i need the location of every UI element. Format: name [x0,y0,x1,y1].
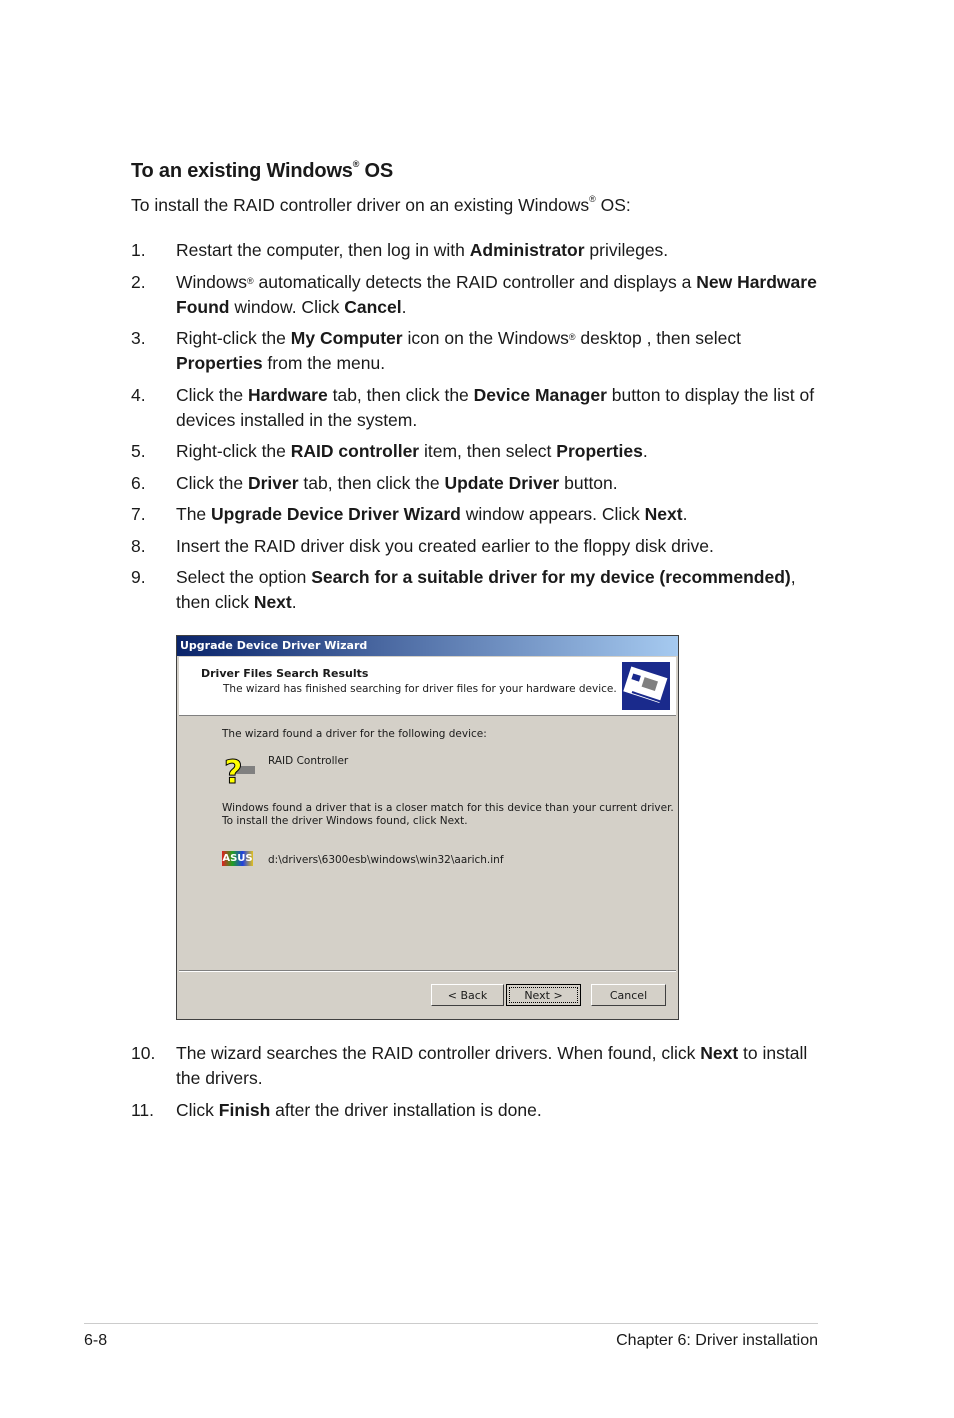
step-10: 10. The wizard searches the RAID controller drivers. When found, click Next to install the drivers. [131,1043,808,1088]
step-1: 1. Restart the computer, then log in with Administrator privileges. [131,240,669,260]
step-5: 5. Right-click the RAID controller item, then select Properties. [131,441,648,461]
page-number: 6-8 [84,1332,108,1349]
footer-divider [84,1323,818,1324]
button-separator [179,970,676,972]
header-title: Driver Files Search Results [201,667,369,680]
driver-path: d:\drivers\6300esb\windows\win32\aarich.inf [268,854,504,866]
upgrade-driver-wizard-dialog [176,635,679,1020]
step-4: 4. Click the Hardware tab, then click the Device Manager button to display the list of devices installed in the system. [131,384,815,430]
header-subtitle: The wizard has finished searching for driver files for your hardware device. [223,683,617,695]
match-text-line-1: Windows found a driver that is a closer match for this device than your current driver. [222,802,674,814]
cancel-button[interactable]: Cancel [591,984,666,1006]
step-9: 9. Select the option Search for a suitable driver for my device (recommended), then click Next. [131,567,796,612]
next-button[interactable]: Next > [506,984,581,1006]
match-text-line-2: To install the driver Windows found, click Next. [222,815,468,827]
step-11: 11. Click Finish after the driver installation is done. [131,1099,542,1120]
step-2: 2. Windows® automatically detects the RAID controller and displays a New Hardware Found window. Click Cancel. [131,271,817,317]
asus-logo-icon: ASUS [222,853,253,864]
svg-text:?: ? [224,754,243,788]
steps-list-1 [131,238,821,622]
step-6: 6. Click the Driver tab, then click the Update Driver button. [131,472,618,493]
device-name: RAID Controller [268,755,349,767]
intro-text: To install the RAID controller driver on an existing Windows® OS: [131,194,631,215]
step-3: 3. Right-click the My Computer icon on the Windows® desktop , then select Properties from the menu. [131,328,741,373]
steps-list-2 [131,1041,821,1129]
step-7: 7. The Upgrade Device Driver Wizard window appears. Click Next. [131,504,688,524]
unknown-device-icon [221,754,257,788]
chapter-title: Chapter 6: Driver installation [616,1332,818,1349]
dialog-header [179,657,676,716]
section-heading: To an existing Windows® OS [131,159,394,182]
dialog-title-bar[interactable]: Upgrade Device Driver Wizard [177,636,678,656]
hardware-card-icon [622,662,670,710]
step-8: 8. Insert the RAID driver disk you created earlier to the floppy disk drive. [131,535,714,556]
found-driver-text: The wizard found a driver for the following device: [222,728,487,740]
back-button[interactable]: < Back [431,984,504,1006]
